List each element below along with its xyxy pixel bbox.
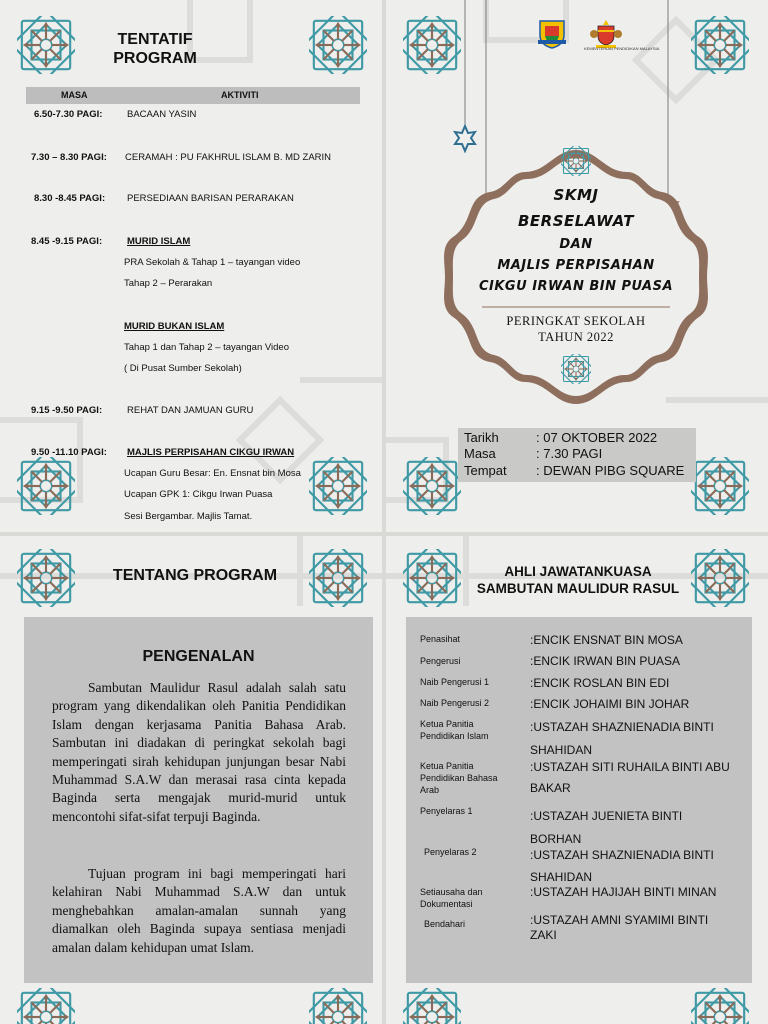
committee-role: Penyelaras 2 [424, 847, 477, 857]
ornament-icon [17, 16, 75, 74]
cover-subtitle-line: TAHUN 2022 [538, 330, 614, 344]
info-label: Tarikh [464, 430, 499, 445]
ornament-icon [17, 457, 75, 515]
schedule-header [26, 87, 360, 104]
committee-role: Ketua Panitia Pendidikan Bahasa Arab [420, 761, 498, 795]
ornament-icon [561, 354, 591, 384]
info-value: : DEWAN PIBG SQUARE [536, 463, 685, 478]
ornament-icon [309, 457, 367, 515]
ornament-icon [403, 988, 461, 1024]
murid-islam-detail: PRA Sekolah & Tahap 1 – tayangan video [124, 257, 301, 268]
ornament-icon [691, 988, 749, 1024]
intro-paragraph: Sambutan Maulidur Rasul adalah salah satu program yang dikendalikan oleh Panitia Pendidikan Islam dengan kerjasama Panitia Bahasa Arab. Sambutan ini diadakan di peringkat sekolah bagi memperingati sirah kehidupan junjungan besar Nabi Muhammad S.A.W dan merasai rasa cinta kepada Baginda serta mengajak murid-murid untuk mencontohi sifat-sifat terpuji Baginda. [52, 680, 346, 824]
ornament-icon [309, 988, 367, 1024]
committee-role: Penasihat [420, 634, 461, 644]
committee-role: Naib Pengerusi 1 [420, 677, 490, 687]
murid-bukan-islam-detail: Tahap 1 dan Tahap 2 – tayangan Video [124, 342, 289, 353]
committee-name: :USTAZAH SHAZNIENADIA BINTI SHAHIDAN [530, 720, 714, 757]
committee-role: Naib Pengerusi 2 [420, 698, 490, 708]
info-value: : 7.30 PAGI [536, 446, 603, 461]
ornament-icon [691, 16, 749, 74]
committee-name: :USTAZAH AMNI SYAMIMI BINTI ZAKI [530, 913, 709, 942]
committee-name: :ENCIK ENSNAT BIN MOSA [530, 633, 683, 647]
committee-role: Pengerusi [420, 656, 461, 666]
ornament-icon [403, 16, 461, 74]
info-label: Masa [464, 446, 496, 461]
event-info-box [458, 428, 696, 482]
committee-name: :USTAZAH SITI RUHAILA BINTI ABU BAKAR [530, 760, 730, 795]
ornament-icon [691, 457, 749, 515]
intro-title: PENGENALAN [142, 648, 255, 665]
cover-title-line: BERSELAWAT [517, 212, 635, 230]
murid-bukan-islam-detail: ( Di Pusat Sumber Sekolah) [124, 363, 242, 374]
ornament-icon [403, 457, 461, 515]
school-logo-icon [536, 18, 568, 50]
ornament-icon [309, 16, 367, 74]
committee-name: :USTAZAH JUENIETA BINTI BORHAN [530, 809, 683, 846]
ornament-icon [561, 146, 591, 176]
ornament-icon [17, 988, 75, 1024]
committee-role: Penyelaras 1 [420, 806, 473, 816]
header-aktiviti: AKTIVITI [221, 90, 259, 100]
committee-name: :ENCIK ROSLAN BIN EDI [530, 676, 670, 690]
committee-name: :ENCIK JOHAIMI BIN JOHAR [530, 697, 690, 711]
info-label: Tempat [464, 463, 507, 478]
intro-paragraph: Tujuan program ini bagi memperingati hari kelahiran Nabi Muhammad S.A.W dan untuk menghebahkan amalan-amalan sunnah yang diamalkan oleh Baginda supaya sentiasa menjadi amalan dalam kehidupan umat Islam. [52, 866, 346, 955]
perpisahan-detail: Ucapan GPK 1: Cikgu Irwan Puasa [124, 489, 273, 500]
ministry-label: KEMENTERIAN PENDIDIKAN MALAYSIA [584, 46, 660, 51]
ornament-icon [309, 549, 367, 607]
murid-bukan-islam-title: MURID BUKAN ISLAM [124, 321, 225, 332]
committee-name: :ENCIK IRWAN BIN PUASA [530, 654, 681, 668]
committee-role: Bendahari [424, 919, 466, 929]
committee-role: Ketua Panitia Pendidikan Islam [420, 719, 489, 741]
cover-title-line: SKMJ [553, 186, 599, 204]
perpisahan-detail: Ucapan Guru Besar: En. Ensnat bin Mosa [124, 468, 301, 479]
cover-title-line: CIKGU IRWAN BIN PUASA [478, 279, 674, 294]
perpisahan-detail: Sesi Bergambar. Majlis Tamat. [124, 511, 253, 522]
about-title: TENTANG PROGRAM [112, 567, 278, 584]
ornament-icon [17, 549, 75, 607]
committee-name: :USTAZAH HAJIJAH BINTI MINAN [530, 885, 717, 899]
committee-title: AHLI JAWATANKUASA SAMBUTAN MAULIDUR RASUL [476, 564, 680, 596]
committee-name: :USTAZAH SHAZNIENADIA BINTI SHAHIDAN [530, 848, 714, 884]
header-masa: MASA [61, 90, 88, 100]
cover-subtitle-line: PERINGKAT SEKOLAH [506, 314, 646, 328]
cover-title-line: MAJLIS PERPISAHAN [497, 258, 655, 273]
cover-title-line: DAN [559, 237, 593, 252]
committee-role: Setiausaha dan Dokumentasi [420, 887, 483, 909]
murid-islam-detail: Tahap 2 – Perarakan [124, 278, 213, 289]
info-value: : 07 OKTOBER 2022 [536, 430, 658, 445]
tentatif-title: TENTATIF PROGRAM [113, 31, 197, 67]
